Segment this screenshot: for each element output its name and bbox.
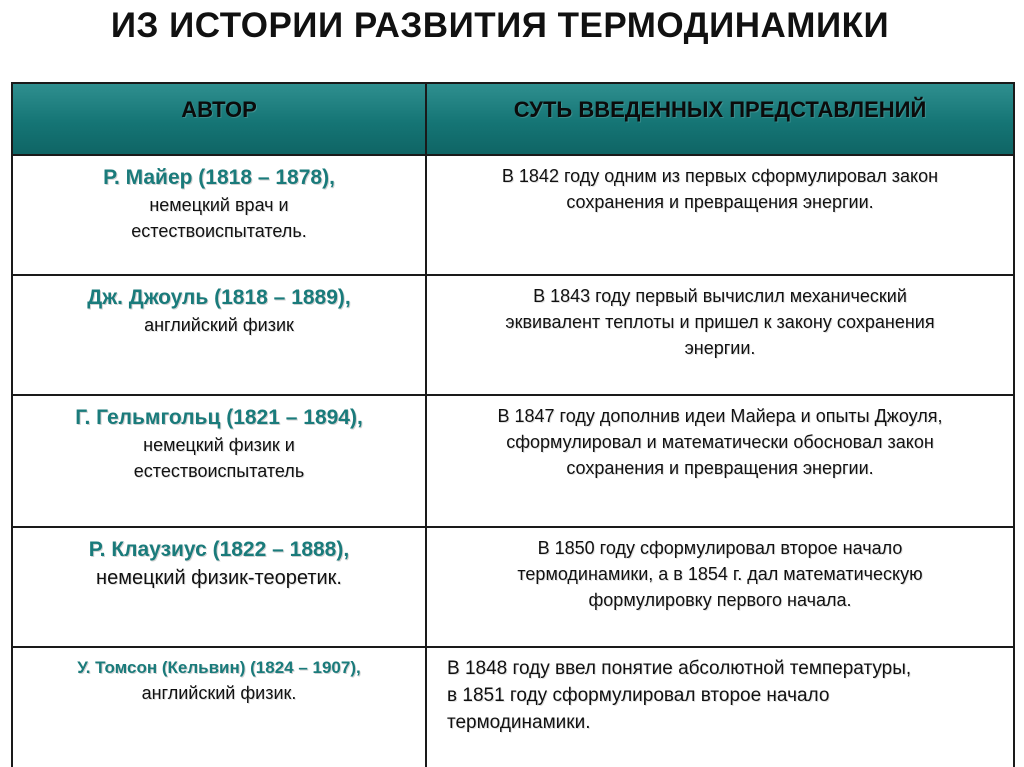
table-row: [13, 528, 1013, 648]
essence-text: В 1848 году ввел понятие абсолютной температуры, в 1851 году сформулировал второе начало термодинамики.: [447, 658, 912, 733]
essence-cell: [425, 528, 1013, 646]
table-row: [13, 276, 1013, 396]
table-row: [13, 648, 1013, 767]
essence-cell: [425, 648, 1013, 767]
header-essence: СУТЬ ВВЕДЕННЫХ ПРЕДСТАВЛЕНИЙ: [425, 84, 1013, 154]
essence-cell: [425, 156, 1013, 274]
author-cell: [13, 528, 425, 646]
table-header: [13, 84, 1013, 156]
author-description: английский физик: [144, 315, 294, 335]
author-name: Р. Майер (1818 – 1878),: [103, 166, 335, 189]
author-description: немецкий врач и естествоиспытатель.: [131, 195, 307, 241]
table-row: [13, 396, 1013, 528]
author-cell: [13, 648, 425, 767]
author-name: Г. Гельмгольц (1821 – 1894),: [75, 406, 363, 429]
author-description: немецкий физик и естествоиспытатель: [133, 435, 305, 481]
essence-text: В 1847 году дополнив идеи Майера и опыты Джоуля, сформулировал и математически обосновал закон сохранения и превращения энергии.: [497, 406, 943, 478]
essence-cell: [425, 396, 1013, 526]
author-description: английский физик.: [141, 683, 297, 703]
essence-text: В 1842 году одним из первых сформулировал закон сохранения и превращения энергии.: [501, 166, 939, 212]
author-cell: [13, 396, 425, 526]
author-cell: [13, 156, 425, 274]
essence-text: В 1850 году сформулировал второе начало термодинамики, а в 1854 г. дал математическую формулировку первого начала.: [517, 538, 923, 610]
author-cell: [13, 276, 425, 394]
essence-cell: [425, 276, 1013, 394]
table-row: [13, 156, 1013, 276]
author-name: У. Томсон (Кельвин) (1824 – 1907),: [77, 658, 361, 677]
header-author: АВТОР: [181, 97, 257, 122]
author-description: немецкий физик-теоретик.: [96, 567, 342, 589]
history-table: [11, 82, 1015, 767]
page-title: ИЗ ИСТОРИИ РАЗВИТИЯ ТЕРМОДИНАМИКИ: [110, 6, 890, 45]
author-name: Дж. Джоуль (1818 – 1889),: [87, 286, 351, 309]
author-name: Р. Клаузиус (1822 – 1888),: [88, 538, 350, 561]
essence-text: В 1843 году первый вычислил механический эквивалент теплоты и пришел к закону сохранения энергии.: [505, 286, 935, 358]
